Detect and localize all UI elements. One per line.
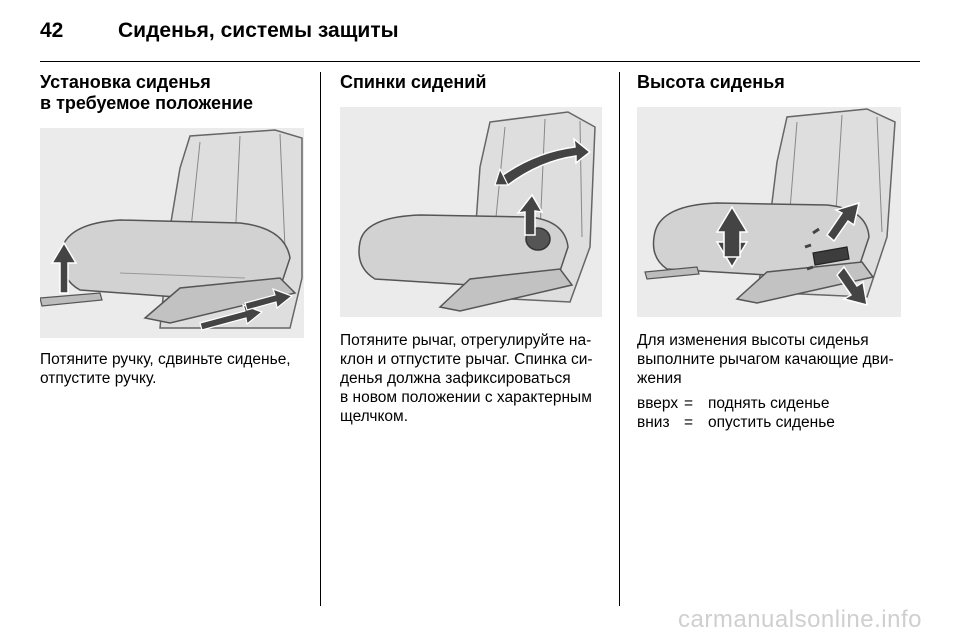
body-text: Для изменения высоты сиденья выполните рычагом качающие дви- жения <box>637 332 894 387</box>
slide-lever-handle <box>40 293 102 306</box>
column-divider <box>320 72 321 606</box>
definition-row: вниз = опустить сиденье <box>637 414 835 431</box>
seat-slide-illustration <box>40 128 304 338</box>
column-divider <box>619 72 620 606</box>
page-header <box>40 16 399 46</box>
watermark: carmanualsonline.info <box>678 606 922 633</box>
definition-list <box>637 394 901 432</box>
section-seat-position <box>40 72 304 388</box>
seat-backrest-illustration <box>340 107 602 317</box>
section-backrest <box>340 72 602 426</box>
section-heading: Высота сиденья <box>637 72 785 92</box>
section-seat-height <box>637 72 901 432</box>
body-text: Потяните рычаг, отрегулируйте на- клон и отпустите рычаг. Спинка си- денья должна зафиксироваться в новом положении с характерным щелчком. <box>340 332 593 425</box>
definition-row: вверх = поднять сиденье <box>637 395 830 412</box>
page-number: 42 <box>40 19 64 42</box>
seat-height-illustration <box>637 107 901 317</box>
section-heading: Спинки сидений <box>340 72 487 92</box>
body-text: Потяните ручку, сдвиньте сиденье, отпустите ручку. <box>40 351 291 387</box>
section-heading: Установка сиденья в требуемое положение <box>40 72 254 113</box>
page-title: Сиденья, системы защиты <box>118 19 399 42</box>
header-divider <box>40 61 920 62</box>
